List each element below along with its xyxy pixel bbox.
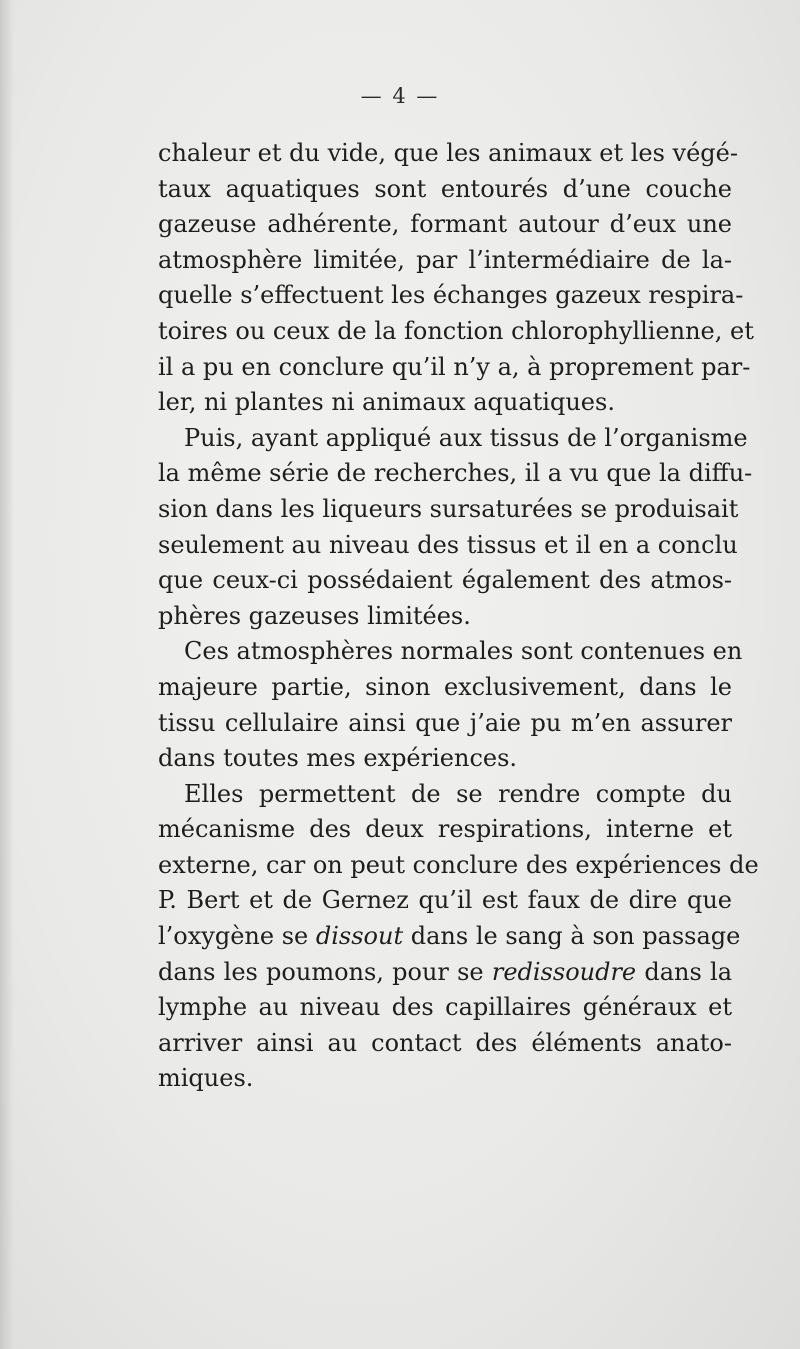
text-line: il a pu en conclure qu’il n’y a, à proprement par- — [158, 352, 751, 381]
italic-term: dissout — [315, 922, 404, 951]
paragraph-2 — [158, 421, 753, 635]
text-line: tissu cellulaire ainsi que j’aie pu m’en assurer — [158, 708, 732, 737]
text-line: lymphe au niveau des capillaires généraux et — [158, 993, 732, 1022]
text-line — [158, 955, 732, 991]
paragraph-3 — [158, 634, 743, 776]
body-text — [158, 136, 759, 1097]
text-line: dans toutes mes expériences. — [158, 744, 518, 773]
text-line: P. Bert et de Gernez qu’il est faux de dire que — [158, 886, 732, 915]
text-run: dans la — [644, 957, 732, 986]
text-line: externe, car on peut conclure des expériences de — [158, 850, 759, 879]
paragraph-1 — [158, 136, 754, 421]
text-line — [158, 919, 741, 955]
page-number: — 4 — — [360, 84, 440, 108]
italic-term: redissoudre — [491, 957, 637, 986]
text-line: toires ou ceux de la fonction chlorophyllienne, et — [158, 316, 754, 345]
text-line: taux aquatiques sont entourés d’une couche — [158, 174, 732, 203]
text-run: dans le sang à son passage — [410, 922, 741, 951]
text-line: ler, ni plantes ni animaux aquatiques. — [158, 388, 615, 417]
text-line: Elles permettent de se rendre compte du — [184, 779, 732, 808]
text-line: mécanisme des deux respirations, interne et — [158, 815, 732, 844]
text-line: la même série de recherches, il a vu que la diffu- — [158, 459, 753, 488]
text-line: chaleur et du vide, que les animaux et les végé- — [158, 139, 738, 167]
text-line: phères gazeuses limitées. — [158, 601, 471, 630]
text-line: quelle s’effectuent les échanges gazeux respira- — [158, 281, 744, 310]
text-line: seulement au niveau des tissus et il en a conclu — [158, 530, 738, 559]
text-line: majeure partie, sinon exclusivement, dans le — [158, 672, 732, 701]
text-line: que ceux-ci possédaient également des atmos- — [158, 566, 732, 595]
text-line: Puis, ayant appliqué aux tissus de l’organisme — [184, 423, 748, 452]
text-line: miques. — [158, 1064, 254, 1093]
text-line: gazeuse adhérente, formant autour d’eux une — [158, 210, 732, 239]
text-run: dans les poumons, pour se — [158, 957, 484, 986]
text-run: l’oxygène se — [158, 922, 309, 951]
text-line: arriver ainsi au contact des éléments anato- — [158, 1028, 732, 1057]
text-line: atmosphère limitée, par l’intermédiaire de la- — [158, 245, 732, 274]
text-line: Ces atmosphères normales sont contenues en — [184, 637, 743, 666]
text-line: sion dans les liqueurs sursaturées se produisait — [158, 494, 739, 523]
paragraph-4 — [158, 777, 759, 1097]
page-edge-shadow — [0, 0, 14, 1349]
